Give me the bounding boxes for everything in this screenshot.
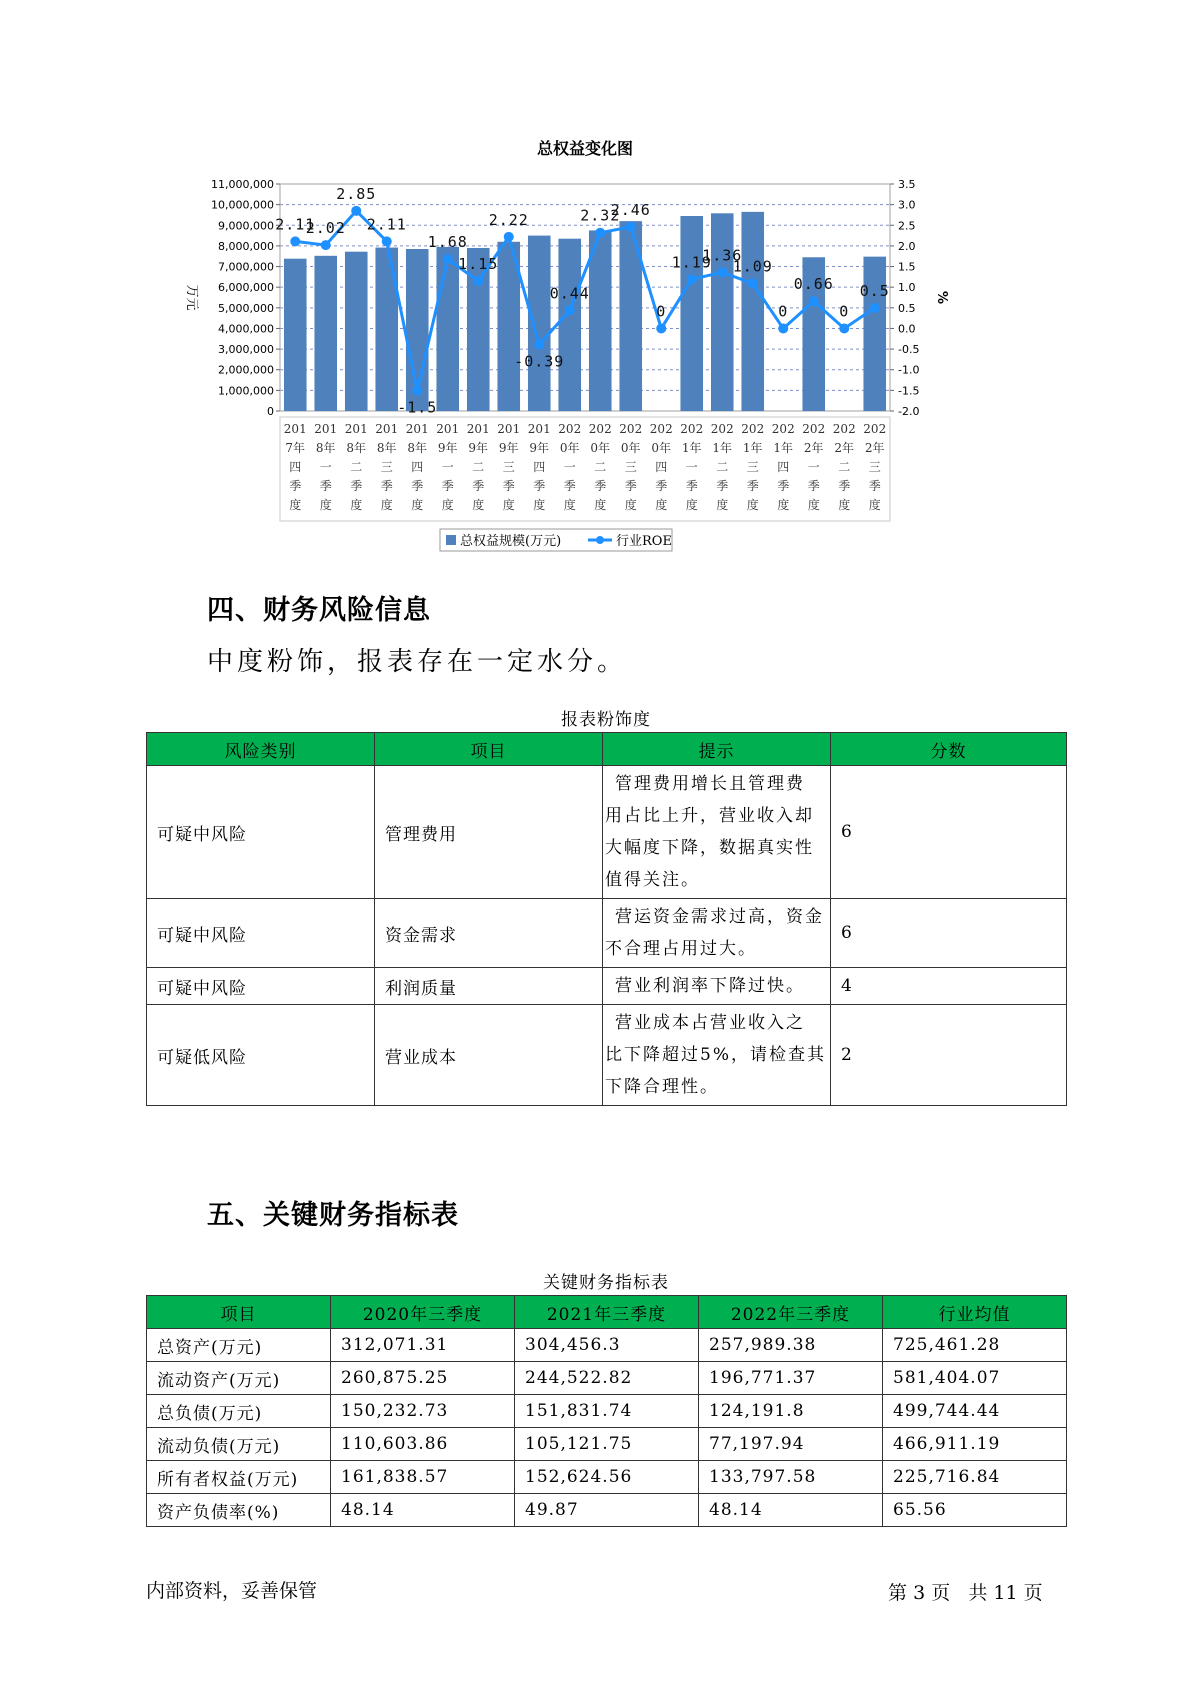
category-tick-label: 三	[868, 460, 881, 474]
category-tick-label: 201	[405, 422, 429, 436]
footer-note: 内部资料，妥善保管	[146, 1580, 318, 1602]
risk-table-header-row	[147, 733, 1067, 766]
category-tick-label: 8年	[407, 441, 428, 455]
category-tick-label: 9年	[529, 441, 550, 455]
roe-data-label: 1.36	[702, 246, 743, 265]
category-tick-label: 一	[685, 460, 698, 474]
y-left-tick-label: 1,000,000	[218, 384, 274, 398]
y-right-tick-label: 0.5	[898, 301, 916, 315]
category-tick-label: 0年	[590, 441, 611, 455]
category-tick-label: 季	[868, 479, 881, 493]
roe-data-label: 1.68	[427, 233, 468, 252]
kfi-value: 581,404.07	[883, 1362, 1067, 1395]
equity-chart	[170, 140, 950, 600]
risk-hint-line: 营业利润率下降过快。	[615, 976, 805, 996]
y-left-axis-label: 万元	[184, 284, 199, 311]
category-tick-label: 9年	[437, 441, 458, 455]
category-tick-label: 一	[563, 460, 576, 474]
kfi-value: 49.87	[515, 1494, 699, 1527]
roe-point	[778, 323, 788, 333]
y-left-tick-label: 10,000,000	[211, 198, 274, 212]
category-tick-label: 9年	[468, 441, 489, 455]
risk-table	[146, 732, 1067, 1106]
roe-data-label: 0.66	[793, 275, 834, 294]
category-tick-label: 季	[289, 479, 302, 493]
legend-bar-label: 总权益规模(万元)	[460, 534, 562, 549]
category-tick-label: 8年	[315, 441, 336, 455]
risk-score: 4	[831, 968, 1067, 1005]
y-right-tick-label: 2.0	[898, 239, 916, 253]
y-right-tick-label: 1.5	[898, 260, 916, 274]
category-tick-label: 四	[655, 460, 668, 474]
chart-title: 总权益变化图	[536, 140, 634, 158]
category-tick-label: 二	[594, 460, 607, 474]
kfi-value: 65.56	[883, 1494, 1067, 1527]
category-tick-label: 1年	[742, 441, 763, 455]
roe-data-label: 0.44	[549, 284, 590, 303]
kfi-value: 499,744.44	[883, 1395, 1067, 1428]
kfi-header-industry-avg: 行业均值	[883, 1296, 1067, 1329]
category-tick-label: 一	[319, 460, 332, 474]
category-tick-label: 季	[411, 479, 424, 493]
roe-point	[595, 228, 605, 238]
kfi-value: 48.14	[331, 1494, 515, 1527]
kfi-value: 124,191.8	[699, 1395, 883, 1428]
y-left-tick-label: 3,000,000	[218, 343, 274, 357]
category-tick-label: 202	[863, 422, 887, 436]
roe-point	[656, 323, 666, 333]
category-tick-label: 四	[411, 460, 424, 474]
risk-hint	[603, 766, 831, 899]
kfi-item: 所有者权益(万元)	[147, 1461, 331, 1494]
y-right-tick-label: 2.5	[898, 219, 916, 233]
kfi-table-caption: 关键财务指标表	[543, 1273, 669, 1293]
roe-point	[748, 278, 758, 288]
category-tick-label: 2年	[803, 441, 824, 455]
category-tick-label: 季	[838, 479, 851, 493]
category-tick-label: 201	[283, 422, 307, 436]
risk-hint-line: 用占比上升，营业收入却	[605, 806, 814, 826]
table-row	[147, 1461, 1067, 1494]
section4-heading: 四、财务风险信息	[207, 595, 431, 626]
y-right-tick-label: 3.5	[898, 178, 916, 191]
kfi-value: 105,121.75	[515, 1428, 699, 1461]
equity-bar	[314, 256, 337, 411]
category-tick-label: 三	[502, 460, 515, 474]
page-number: 3	[913, 1582, 926, 1604]
category-tick-label: 度	[411, 498, 424, 512]
category-tick-label: 季	[746, 479, 759, 493]
category-tick-label: 度	[868, 498, 881, 512]
y-left-tick-label: 11,000,000	[211, 178, 274, 191]
risk-header-hint: 提示	[603, 733, 831, 766]
category-tick-label: 度	[685, 498, 698, 512]
category-tick-label: 度	[289, 498, 302, 512]
category-tick-label: 202	[710, 422, 734, 436]
total-label-suffix: 页	[1023, 1582, 1043, 1604]
category-tick-label: 四	[777, 460, 790, 474]
roe-point	[290, 236, 300, 246]
risk-score: 6	[831, 899, 1067, 968]
roe-point	[687, 274, 697, 284]
risk-category: 可疑中风险	[147, 968, 375, 1005]
equity-bar	[558, 239, 581, 411]
category-tick-label: 1年	[681, 441, 702, 455]
equity-bar	[375, 248, 398, 411]
category-tick-label: 三	[380, 460, 393, 474]
risk-category: 可疑中风险	[147, 899, 375, 968]
y-left-tick-label: 7,000,000	[218, 260, 274, 274]
category-tick-label: 度	[716, 498, 729, 512]
equity-bar	[711, 213, 734, 411]
kfi-value: 260,875.25	[331, 1362, 515, 1395]
category-tick-label: 1年	[712, 441, 733, 455]
equity-bar	[863, 257, 886, 411]
roe-point	[809, 296, 819, 306]
category-tick-label: 202	[558, 422, 582, 436]
category-tick-label: 201	[344, 422, 368, 436]
section4-summary: 中度粉饰，报表存在一定水分。	[207, 647, 628, 677]
y-left-tick-label: 0	[267, 405, 274, 418]
category-tick-label: 二	[838, 460, 851, 474]
category-tick-label: 201	[436, 422, 460, 436]
category-tick-label: 二	[716, 460, 729, 474]
category-tick-label: 季	[807, 479, 820, 493]
category-tick-label: 201	[375, 422, 399, 436]
risk-hint	[603, 968, 831, 1005]
category-tick-label: 8年	[346, 441, 367, 455]
roe-data-label: 1.09	[732, 257, 773, 276]
category-tick-label: 三	[624, 460, 637, 474]
category-axis-box	[280, 417, 890, 521]
category-tick-label: 一	[441, 460, 454, 474]
roe-data-label: 0	[839, 302, 850, 321]
category-tick-label: 201	[527, 422, 551, 436]
kfi-value: 152,624.56	[515, 1461, 699, 1494]
roe-point	[626, 222, 636, 232]
kfi-value: 725,461.28	[883, 1329, 1067, 1362]
kfi-item: 总负债(万元)	[147, 1395, 331, 1428]
risk-hint-line: 下降合理性。	[605, 1077, 719, 1097]
kfi-value: 151,831.74	[515, 1395, 699, 1428]
equity-bar	[589, 230, 612, 411]
risk-table-caption: 报表粉饰度	[561, 710, 651, 730]
risk-category: 可疑中风险	[147, 766, 375, 899]
category-tick-label: 度	[380, 498, 393, 512]
category-tick-label: 202	[588, 422, 612, 436]
category-tick-label: 季	[380, 479, 393, 493]
category-tick-label: 三	[746, 460, 759, 474]
risk-hint-line: 值得关注。	[605, 870, 700, 890]
roe-data-label: 2.85	[336, 184, 377, 203]
roe-data-label: -0.39	[514, 352, 565, 371]
category-tick-label: 季	[502, 479, 515, 493]
roe-data-label: 2.32	[580, 206, 621, 225]
category-tick-label: 202	[771, 422, 795, 436]
category-tick-label: 季	[685, 479, 698, 493]
category-tick-label: 9年	[498, 441, 519, 455]
kfi-value: 312,071.31	[331, 1329, 515, 1362]
category-tick-label: 度	[472, 498, 485, 512]
equity-bar	[284, 259, 307, 411]
roe-point	[565, 305, 575, 315]
risk-hint-line: 营业成本占营业收入之	[615, 1013, 805, 1033]
category-tick-label: 二	[472, 460, 485, 474]
category-tick-label: 季	[655, 479, 668, 493]
category-tick-label: 202	[680, 422, 704, 436]
risk-item: 资金需求	[375, 899, 603, 968]
y-right-tick-label: -2.0	[898, 405, 920, 418]
kfi-value: 304,456.3	[515, 1329, 699, 1362]
roe-point	[717, 267, 727, 277]
kfi-table	[146, 1295, 1067, 1527]
roe-point	[534, 340, 544, 350]
roe-data-label: 1.15	[458, 254, 499, 273]
category-tick-label: 202	[741, 422, 765, 436]
roe-data-label: 2.11	[366, 215, 407, 234]
roe-data-label: 0.5	[859, 281, 890, 300]
kfi-value: 133,797.58	[699, 1461, 883, 1494]
equity-chart-svg	[170, 140, 950, 600]
risk-hint	[603, 899, 831, 968]
category-tick-label: 202	[832, 422, 856, 436]
roe-data-label: 1.19	[671, 253, 712, 272]
category-tick-label: 0年	[651, 441, 672, 455]
kfi-value: 257,989.38	[699, 1329, 883, 1362]
total-label-prefix: 共	[968, 1582, 988, 1604]
kfi-table-header-row	[147, 1296, 1067, 1329]
legend-line-marker	[596, 536, 604, 544]
category-tick-label: 季	[350, 479, 363, 493]
category-tick-label: 度	[502, 498, 515, 512]
equity-bar	[345, 252, 368, 411]
total-pages: 11	[993, 1582, 1018, 1604]
category-tick-label: 季	[441, 479, 454, 493]
category-tick-label: 度	[746, 498, 759, 512]
category-tick-label: 201	[497, 422, 521, 436]
category-tick-label: 四	[533, 460, 546, 474]
risk-header-score: 分数	[831, 733, 1067, 766]
roe-data-label: 2.46	[610, 200, 651, 219]
kfi-item: 资产负债率(%)	[147, 1494, 331, 1527]
roe-point	[321, 240, 331, 250]
table-row	[147, 1329, 1067, 1362]
risk-score: 6	[831, 766, 1067, 899]
roe-data-label: 2.02	[305, 219, 346, 238]
y-left-tick-label: 4,000,000	[218, 322, 274, 336]
kfi-value: 225,716.84	[883, 1461, 1067, 1494]
risk-item: 管理费用	[375, 766, 603, 899]
kfi-header-2021q3: 2021年三季度	[515, 1296, 699, 1329]
roe-data-label: 0	[778, 302, 789, 321]
category-tick-label: 季	[594, 479, 607, 493]
kfi-value: 244,522.82	[515, 1362, 699, 1395]
equity-bar	[528, 236, 551, 411]
category-tick-label: 度	[533, 498, 546, 512]
roe-point	[504, 232, 514, 242]
category-tick-label: 季	[472, 479, 485, 493]
y-right-tick-label: 3.0	[898, 198, 916, 212]
category-tick-label: 度	[655, 498, 668, 512]
y-right-tick-label: 0.0	[898, 322, 916, 336]
kfi-header-2020q3: 2020年三季度	[331, 1296, 515, 1329]
kfi-value: 77,197.94	[699, 1428, 883, 1461]
category-tick-label: 四	[289, 460, 302, 474]
category-tick-label: 二	[350, 460, 363, 474]
category-tick-label: 0年	[559, 441, 580, 455]
risk-score: 2	[831, 1005, 1067, 1106]
category-tick-label: 201	[466, 422, 490, 436]
kfi-item: 总资产(万元)	[147, 1329, 331, 1362]
kfi-item: 流动负债(万元)	[147, 1428, 331, 1461]
footer-page-number	[888, 1578, 1043, 1605]
category-tick-label: 度	[838, 498, 851, 512]
section5-heading: 五、关键财务指标表	[207, 1200, 459, 1231]
table-row	[147, 968, 1067, 1005]
equity-bar	[680, 216, 703, 411]
roe-data-label: 0	[656, 302, 667, 321]
kfi-header-item: 项目	[147, 1296, 331, 1329]
risk-item: 营业成本	[375, 1005, 603, 1106]
category-tick-label: 度	[624, 498, 637, 512]
table-row	[147, 766, 1067, 899]
category-tick-label: 度	[350, 498, 363, 512]
category-tick-label: 1年	[773, 441, 794, 455]
table-row	[147, 1005, 1067, 1106]
roe-data-label: -1.5	[397, 398, 438, 417]
page-label-prefix: 第	[888, 1582, 908, 1604]
roe-point	[351, 206, 361, 216]
category-tick-label: 度	[807, 498, 820, 512]
roe-point	[412, 385, 422, 395]
table-row	[147, 1395, 1067, 1428]
category-tick-label: 7年	[285, 441, 306, 455]
risk-category: 可疑低风险	[147, 1005, 375, 1106]
roe-data-label: 2.22	[488, 210, 529, 229]
kfi-value: 48.14	[699, 1494, 883, 1527]
table-row	[147, 1428, 1067, 1461]
kfi-value: 196,771.37	[699, 1362, 883, 1395]
legend-line-label: 行业ROE	[616, 534, 672, 549]
category-tick-label: 季	[716, 479, 729, 493]
risk-hint	[603, 1005, 831, 1106]
category-tick-label: 季	[624, 479, 637, 493]
roe-point	[443, 254, 453, 264]
category-tick-label: 2年	[864, 441, 885, 455]
category-tick-label: 度	[594, 498, 607, 512]
y-left-tick-label: 8,000,000	[218, 239, 274, 253]
category-tick-label: 季	[533, 479, 546, 493]
category-tick-label: 季	[777, 479, 790, 493]
category-tick-label: 202	[649, 422, 673, 436]
equity-bar	[436, 247, 459, 411]
risk-hint-line: 不合理占用过大。	[605, 939, 757, 959]
kfi-value: 150,232.73	[331, 1395, 515, 1428]
y-right-axis-label: %	[934, 290, 949, 305]
page-label-suffix: 页	[931, 1582, 951, 1604]
roe-point	[382, 236, 392, 246]
category-tick-label: 202	[619, 422, 643, 436]
category-tick-label: 度	[319, 498, 332, 512]
roe-data-label: 2.11	[275, 215, 316, 234]
category-tick-label: 8年	[376, 441, 397, 455]
y-right-tick-label: -1.0	[898, 363, 920, 377]
kfi-value: 110,603.86	[331, 1428, 515, 1461]
equity-bar	[741, 212, 764, 411]
y-left-tick-label: 5,000,000	[218, 301, 274, 315]
category-tick-label: 202	[802, 422, 826, 436]
category-tick-label: 2年	[834, 441, 855, 455]
risk-header-item: 项目	[375, 733, 603, 766]
roe-point	[473, 276, 483, 286]
kfi-value: 466,911.19	[883, 1428, 1067, 1461]
table-row	[147, 1362, 1067, 1395]
category-tick-label: 201	[314, 422, 338, 436]
category-tick-label: 季	[563, 479, 576, 493]
kfi-header-2022q3: 2022年三季度	[699, 1296, 883, 1329]
y-left-tick-label: 2,000,000	[218, 363, 274, 377]
category-tick-label: 一	[807, 460, 820, 474]
risk-hint-line: 营运资金需求过高，资金	[615, 907, 824, 927]
risk-hint-line: 大幅度下降，数据真实性	[605, 838, 814, 858]
y-right-tick-label: -0.5	[898, 343, 920, 357]
risk-hint-line: 比下降超过5%，请检查其	[605, 1045, 826, 1065]
y-right-tick-label: 1.0	[898, 281, 916, 295]
category-tick-label: 季	[319, 479, 332, 493]
kfi-value: 161,838.57	[331, 1461, 515, 1494]
category-tick-label: 度	[777, 498, 790, 512]
category-tick-label: 0年	[620, 441, 641, 455]
kfi-item: 流动资产(万元)	[147, 1362, 331, 1395]
roe-point	[870, 303, 880, 313]
table-row	[147, 899, 1067, 968]
table-row	[147, 1494, 1067, 1527]
risk-item: 利润质量	[375, 968, 603, 1005]
legend-bar-swatch	[446, 535, 456, 545]
y-left-tick-label: 9,000,000	[218, 219, 274, 233]
y-left-tick-label: 6,000,000	[218, 281, 274, 295]
risk-hint-line: 管理费用增长且管理费	[615, 774, 805, 794]
risk-header-category: 风险类别	[147, 733, 375, 766]
category-tick-label: 度	[441, 498, 454, 512]
roe-point	[839, 323, 849, 333]
category-tick-label: 度	[563, 498, 576, 512]
y-right-tick-label: -1.5	[898, 384, 920, 398]
